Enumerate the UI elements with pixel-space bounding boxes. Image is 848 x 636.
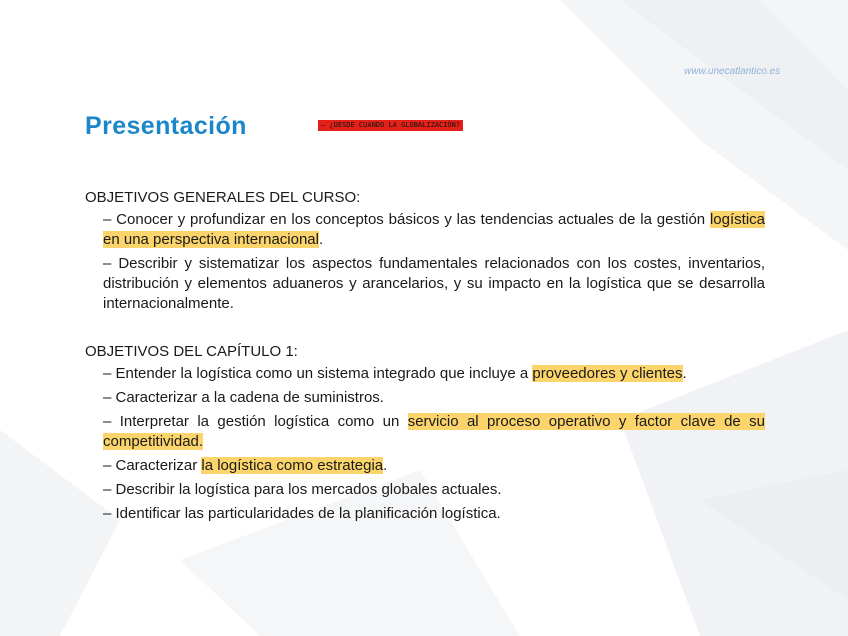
objective-text: – Describir la logística para los mercados globales actuales. — [103, 481, 502, 498]
objective-text: – Entender la logística como un sistema integrado que incluye a — [103, 365, 533, 382]
objective-item — [103, 388, 765, 408]
objective-text: – Identificar las particularidades de la planificación logística. — [103, 505, 501, 522]
globalization-badge: – ¿DESDE CUANDO LA GLOBALIZACIÓN? — [318, 120, 463, 131]
objective-item — [103, 480, 765, 500]
website-url: www.unecatlantico.es — [684, 66, 781, 77]
objective-item — [103, 210, 765, 250]
highlighted-text: la logística como estrategia — [201, 457, 384, 474]
objective-item — [103, 504, 765, 524]
chapter-objectives-heading: OBJETIVOS DEL CAPÍTULO 1: — [85, 343, 298, 360]
objective-item — [103, 412, 765, 452]
highlighted-text: proveedores y clientes — [532, 365, 683, 382]
objective-text: – Caracterizar a la cadena de suministros. — [103, 389, 384, 406]
objective-text: – Caracterizar — [103, 457, 202, 474]
objective-text-end: . — [318, 231, 324, 248]
objective-text: – Conocer y profundizar en los conceptos básicos y las tendencias actuales de la gestión — [103, 211, 710, 228]
highlighted-text: logística en una perspectiva internacional — [103, 211, 765, 248]
general-objectives-heading: OBJETIVOS GENERALES DEL CURSO: — [85, 189, 361, 206]
page-title: Presentación — [85, 112, 247, 140]
objective-text: – Describir y sistematizar los aspectos fundamentales relacionados con los costes, inventarios, distribución y elementos aduaneros y arancelarios, y su impacto en la logística que se desarrolla internacionalmente. — [103, 255, 765, 312]
objective-item — [103, 254, 765, 314]
objective-item — [103, 456, 765, 476]
objective-item — [103, 364, 765, 384]
objective-text-end: . — [682, 365, 687, 382]
highlighted-text: servicio al proceso operativo y factor clave de su competitividad. — [103, 413, 765, 450]
objective-text-end: . — [383, 457, 388, 474]
objective-text: – Interpretar la gestión logística como un — [103, 413, 408, 430]
objectives-content — [85, 188, 765, 528]
